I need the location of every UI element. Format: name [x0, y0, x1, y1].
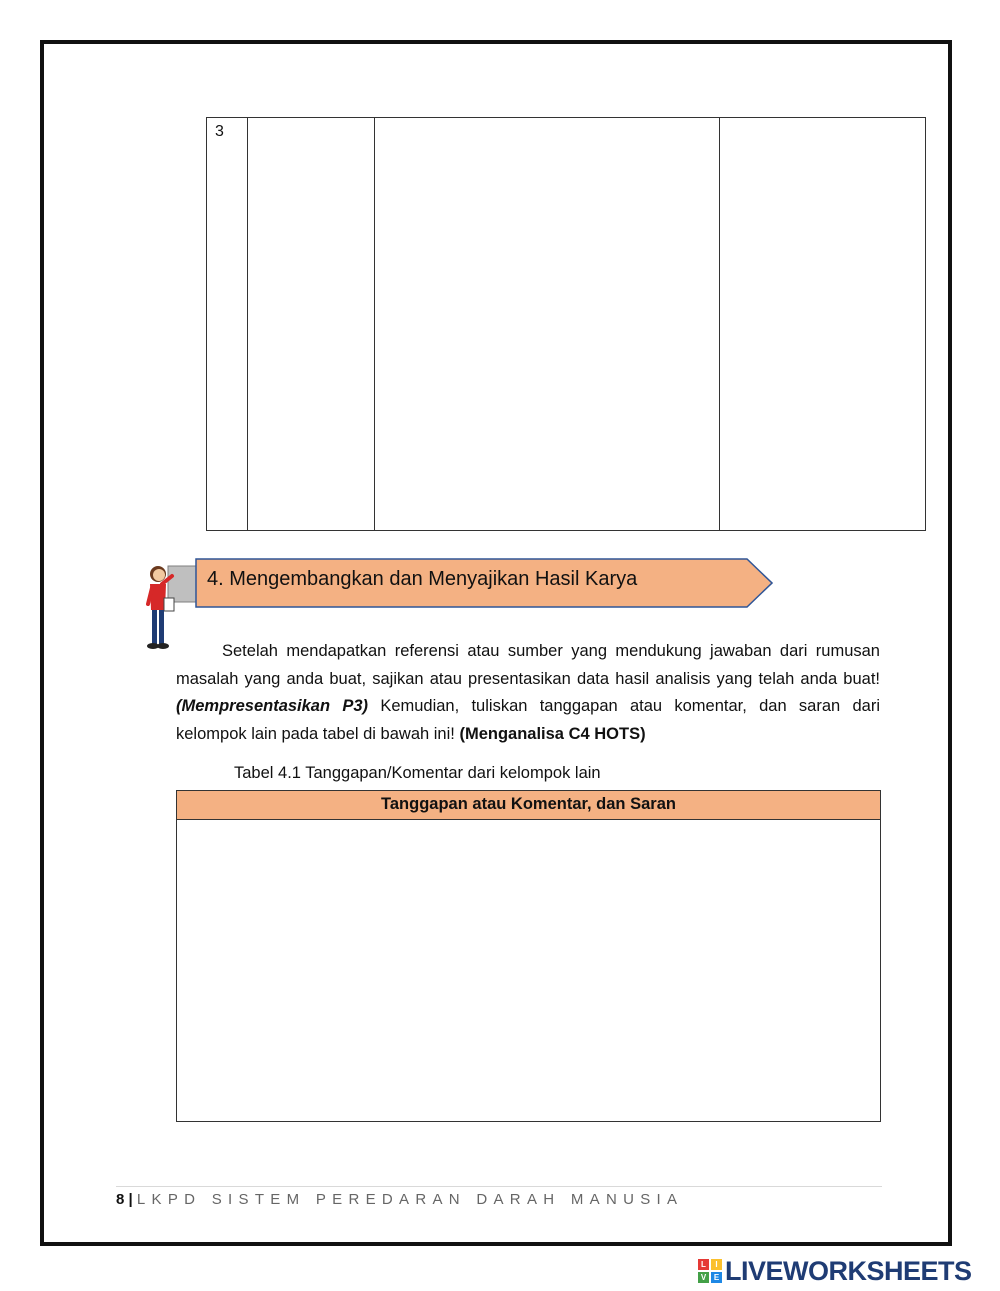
footer-title: LKPD SISTEM PEREDARAN DARAH MANUSIA — [136, 1191, 684, 1208]
logo-letter-e: E — [711, 1272, 722, 1283]
table-cell-2[interactable] — [248, 118, 375, 530]
row-number: 3 — [215, 123, 224, 140]
footer-divider — [116, 1186, 882, 1187]
page-number: 8 | — [116, 1191, 133, 1208]
table-cell-number — [207, 118, 248, 530]
paragraph-text-2: Kemudian, tuliskan tanggapan atau komentar, dan saran dari kelompok lain pada tabel di bawah ini! — [176, 697, 880, 743]
comments-table-body[interactable] — [177, 820, 880, 1122]
logo-letter-v: V — [698, 1272, 709, 1283]
section-banner — [195, 558, 773, 608]
paragraph-emphasis-1: (Mempresentasikan P3) — [176, 697, 369, 715]
comments-table-header: Tanggapan atau Komentar, dan Saran — [177, 791, 880, 820]
table-cell-4[interactable] — [720, 118, 926, 530]
paragraph-emphasis-2: (Menganalisa C4 HOTS) — [459, 724, 646, 743]
page-footer — [116, 1191, 683, 1208]
paragraph-text-1: Setelah mendapatkan referensi atau sumber yang mendukung jawaban dari rumusan masalah yang anda buat, sajikan atau presentasikan data hasil analisis yang telah anda buat! — [176, 642, 880, 688]
comments-table — [176, 790, 881, 1122]
logo-letter-i: I — [711, 1259, 722, 1270]
logo-text: LIVEWORKSHEETS — [725, 1256, 972, 1286]
logo-letter-l: L — [698, 1259, 709, 1270]
analysis-table-row-3 — [206, 117, 926, 531]
table-cell-3[interactable] — [375, 118, 720, 530]
table-caption: Tabel 4.1 Tanggapan/Komentar dari kelompok lain — [234, 764, 601, 782]
logo-squares-icon — [698, 1259, 722, 1283]
section-title: 4. Mengembangkan dan Menyajikan Hasil Karya — [207, 568, 638, 590]
instruction-paragraph — [176, 638, 880, 748]
